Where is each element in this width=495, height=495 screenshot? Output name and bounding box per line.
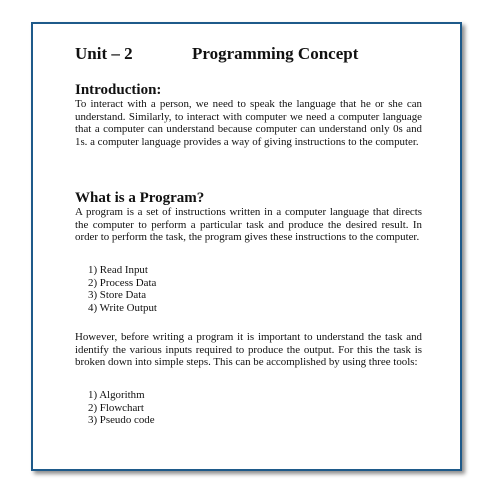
unit-number: Unit – 2	[75, 44, 133, 63]
program-steps-list	[88, 264, 157, 314]
unit-title-text: Programming Concept	[192, 44, 359, 63]
list-item: 1) Read Input	[88, 264, 148, 276]
list-item: 4) Write Output	[88, 301, 157, 314]
introduction-paragraph: To interact with a person, we need to speak the language that he or she can understand. Similarly, to interact with computer we need a computer language that a computer can understand because computer can understand only 0s and 1s. a computer language provides a way of giving instructions to the computer.	[75, 98, 422, 148]
tools-list	[88, 389, 155, 427]
page-title	[75, 44, 358, 64]
program-paragraph: A program is a set of instructions written in a computer language that directs the computer to perform a particular task and produce the desired result. In order to perform the task, the program gives these instructions to the computer.	[75, 206, 422, 244]
list-item: 2) Flowchart	[88, 401, 144, 414]
tools-paragraph: However, before writing a program it is important to understand the task and identify the various inputs required to produce the output. For this the task is broken down into simple steps. This can be accomplished by using three tools:	[75, 331, 422, 369]
list-item: 3) Pseudo code	[88, 414, 155, 427]
list-item: 2) Process Data	[88, 276, 157, 289]
list-item: 1) Algorithm	[88, 389, 145, 401]
list-item: 3) Store Data	[88, 289, 147, 302]
introduction-heading: Introduction:	[75, 82, 162, 98]
program-heading: What is a Program?	[75, 190, 205, 206]
